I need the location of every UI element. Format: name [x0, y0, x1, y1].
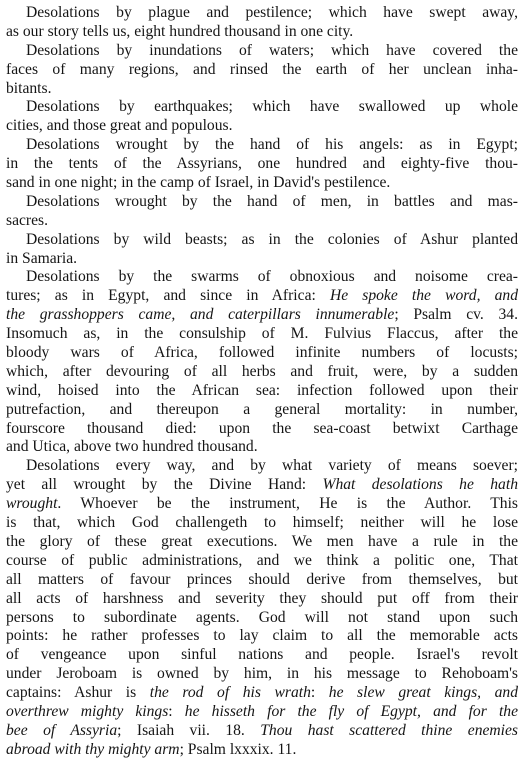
text-run: Desolations by plague and pestilence; which have swept away, — [26, 4, 518, 21]
text-run: under Jeroboam is owned by him, in his message to Rehoboam's — [6, 665, 518, 683]
text-run: Desolations wrought by the hand of men, in battles and mas- — [26, 192, 518, 210]
text-run: persons to subordinate agents. God will not stand upon such — [6, 608, 518, 626]
text-run: Desolations wrought by the hand of his angels: as in Egypt; — [26, 136, 518, 154]
italic-text: the grasshoppers came, and caterpillars innumerable — [6, 306, 395, 324]
text-run: wind, hoised into the African sea: infection followed upon their — [6, 381, 518, 399]
text-line — [6, 476, 518, 495]
text-line — [6, 665, 518, 684]
italic-text: Thou hast scattered thine enemies — [260, 721, 518, 739]
italic-text: He spoke the word, and — [329, 287, 518, 305]
text-line — [6, 571, 518, 590]
text-run: : — [310, 684, 329, 702]
text-line — [6, 401, 518, 420]
text-line — [6, 344, 518, 363]
text-run: cities, and those great and populous. — [6, 117, 233, 135]
italic-text: he slew great kings, and — [328, 684, 518, 702]
text-run: tures; as in Egypt, and since in Africa: — [6, 287, 330, 305]
italic-text: overthrew mighty kings — [6, 702, 169, 720]
text-run: in Samaria. — [6, 249, 78, 267]
text-run: Insomuch as, in the consulship of M. Fulvius Flaccus, after the — [6, 325, 518, 343]
text-run: is that, which God challengeth to himself; neither will he lose — [6, 514, 518, 532]
italic-text: abroad with thy mighty arm — [6, 740, 180, 758]
text-line — [6, 268, 518, 287]
italic-text: the rod of his wrath — [149, 684, 311, 702]
text-run: ; Isaiah vii. 18. — [117, 721, 261, 739]
text-run: course of public administrations, and we think a politic one, That — [6, 551, 518, 569]
text-run: sacres. — [6, 211, 48, 229]
text-run: bitants. — [6, 79, 52, 97]
text-line — [6, 4, 518, 23]
text-run: Desolations by inundations of waters; which have covered the — [26, 41, 518, 59]
text-line — [6, 306, 518, 325]
text-run: which, after devouring of all herbs and fruit, were, by a sudden — [6, 362, 518, 380]
italic-text: bee of Assyria — [6, 721, 118, 739]
text-line — [6, 174, 518, 193]
text-run: and Utica, above two hundred thousand. — [6, 438, 258, 456]
text-line — [6, 80, 518, 99]
text-run: all acts of harshness and severity they should put off from their — [6, 589, 518, 607]
text-run: yet all wrought by the Divine Hand: — [6, 476, 323, 494]
text-run: : — [168, 702, 185, 720]
text-line — [6, 438, 518, 457]
italic-text: wrought — [6, 495, 58, 513]
text-run: Desolations by earthquakes; which have swallowed up whole — [26, 98, 518, 116]
text-line — [6, 627, 518, 646]
text-line — [6, 42, 518, 61]
text-line — [6, 363, 518, 382]
text-run: all matters of favour princes should derive from themselves, but — [6, 570, 518, 588]
text-run: . Whoever be the instrument, He is the Author. This — [57, 495, 518, 513]
text-line — [6, 457, 518, 476]
text-run: Desolations by wild beasts; as in the colonies of Ashur planted — [26, 230, 518, 248]
text-line — [6, 495, 518, 514]
text-line — [6, 741, 518, 760]
text-run: fourscore thousand died: upon the sea-coast betwixt Carthage — [6, 419, 518, 437]
text-line — [6, 382, 518, 401]
text-line — [6, 420, 518, 439]
text-run: putrefaction, and thereupon a general mortality: in number, — [6, 400, 518, 418]
text-line — [6, 250, 518, 269]
text-run: Desolations by the swarms of obnoxious and noisome crea- — [26, 268, 518, 286]
text-line — [6, 684, 518, 703]
text-line — [6, 533, 518, 552]
text-line — [6, 552, 518, 571]
text-line — [6, 514, 518, 533]
italic-text: he hisseth for the fly of Egypt, and for the — [184, 702, 518, 720]
text-run: in the tents of the Assyrians, one hundred and eighty-five thou- — [6, 155, 518, 173]
text-line — [6, 325, 518, 344]
italic-text: What desolations he hath — [322, 476, 518, 494]
text-line — [6, 212, 518, 231]
text-line — [6, 287, 518, 306]
text-run: of vengeance upon sinful nations and people. Israel's revolt — [6, 646, 518, 664]
text-line — [6, 117, 518, 136]
text-line — [6, 590, 518, 609]
text-line — [6, 646, 518, 665]
text-run: ; Psalm cv. 34. — [394, 306, 518, 324]
text-line — [6, 193, 518, 212]
text-run: bloody wars of Africa, followed infinite numbers of locusts; — [6, 344, 518, 362]
text-line — [6, 23, 518, 42]
text-line — [6, 136, 518, 155]
text-run: sand in one night; in the camp of Israel, in David's pestilence. — [6, 174, 391, 192]
text-run: ; Psalm lxxxix. 11. — [179, 740, 297, 758]
text-run: faces of many regions, and rinsed the earth of her unclean inha- — [6, 60, 518, 78]
text-run: captains: Ashur is — [6, 684, 150, 702]
text-line — [6, 98, 518, 117]
text-line — [6, 155, 518, 174]
text-line — [6, 703, 518, 722]
text-run: Desolations every way, and by what variety of means soever; — [26, 457, 518, 475]
text-run: points: he rather professes to lay claim to all the memorable acts — [6, 627, 518, 645]
text-line — [6, 61, 518, 80]
text-run: the glory of these great executions. We men have a rule in the — [6, 532, 518, 550]
text-line — [6, 609, 518, 628]
text-line — [6, 722, 518, 741]
text-line — [6, 231, 518, 250]
text-run: as our story tells us, eight hundred thousand in one city. — [6, 22, 354, 40]
text-body — [6, 4, 518, 760]
